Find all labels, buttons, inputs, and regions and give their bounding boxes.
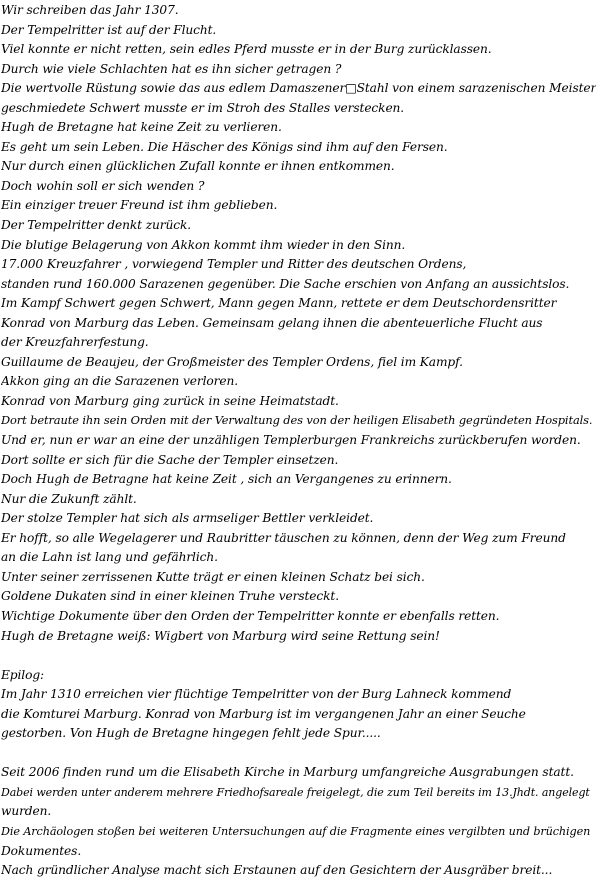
text-line: Und er, nun er war an eine der unzähligen Templerburgen Frankreichs zurückberufen worden. bbox=[1, 433, 581, 448]
text-line: gestorben. Von Hugh de Bretagne hingegen fehlt jede Spur..... bbox=[1, 726, 381, 741]
text-line: standen rund 160.000 Sarazenen gegenüber. Die Sache erschien von Anfang an aussichtslos. bbox=[1, 276, 570, 291]
text-line: an die Lahn ist lang und gefährlich. bbox=[1, 550, 218, 565]
text-line: Nur die Zukunft zählt. bbox=[1, 491, 137, 506]
text-line: Hugh de Bretagne hat keine Zeit zu verlieren. bbox=[1, 120, 282, 135]
text-line: Die wertvolle Rüstung sowie das aus edlem Damaszener□Stahl von einem sarazenischen Meister bbox=[1, 81, 596, 96]
text-line: der Kreuzfahrerfestung. bbox=[1, 335, 149, 350]
text-line: Nach gründlicher Analyse macht sich Erstaunen auf den Gesichtern der Ausgräber breit... bbox=[1, 863, 553, 878]
blank-line bbox=[1, 744, 596, 764]
text-line: wurden. bbox=[1, 804, 52, 819]
text-line: Der stolze Templer hat sich als armseliger Bettler verkleidet. bbox=[1, 511, 374, 526]
text-line: Guillaume de Beaujeu, der Großmeister des Templer Ordens, fiel im Kampf. bbox=[1, 354, 463, 369]
text-line: Wichtige Dokumente über den Orden der Tempelritter konnte er ebenfalls retten. bbox=[1, 608, 500, 623]
text-line: geschmiedete Schwert musste er im Stroh des Stalles verstecken. bbox=[1, 100, 405, 115]
text-line: Im Kampf Schwert gegen Schwert, Mann gegen Mann, rettete er dem Deutschordensritter bbox=[1, 296, 557, 311]
text-line: Es geht um sein Leben. Die Häscher des Königs sind ihm auf den Fersen. bbox=[1, 139, 448, 154]
text-line: Epilog: bbox=[1, 667, 45, 682]
text-line: Unter seiner zerrissenen Kutte trägt er einen kleinen Schatz bei sich. bbox=[1, 569, 425, 584]
text-line: Nur durch einen glücklichen Zufall konnte er ihnen entkommen. bbox=[1, 159, 395, 174]
text-line: Wir schreiben das Jahr 1307. bbox=[1, 3, 179, 17]
text-line: Doch wohin soll er sich wenden ? bbox=[1, 178, 205, 193]
text-line: Die blutige Belagerung von Akkon kommt ihm wieder in den Sinn. bbox=[1, 237, 406, 252]
text-line: Dabei werden unter anderem mehrere Friedhofsareale freigelegt, die zum Teil bereits im 13.Jhdt. angelegt bbox=[1, 785, 590, 799]
text-line: Konrad von Marburg ging zurück in seine Heimatstadt. bbox=[1, 393, 339, 408]
text-line: Dort sollte er sich für die Sache der Templer einsetzen. bbox=[1, 452, 339, 467]
text-line: Der Tempelritter ist auf der Flucht. bbox=[1, 22, 217, 37]
text-line: die Komturei Marburg. Konrad von Marburg ist im vergangenen Jahr an einer Seuche bbox=[1, 706, 526, 721]
text-line: Konrad von Marburg das Leben. Gemeinsam gelang ihnen die abenteuerliche Flucht aus bbox=[1, 315, 543, 330]
text-line: Dokumentes. bbox=[1, 843, 82, 858]
text-line: Seit 2006 finden rund um die Elisabeth Kirche in Marburg umfangreiche Ausgrabungen statt. bbox=[1, 765, 574, 780]
text-line: Ein einziger treuer Freund ist ihm geblieben. bbox=[1, 198, 278, 213]
text-line: 17.000 Kreuzfahrer , vorwiegend Templer und Ritter des deutschen Ordens, bbox=[1, 257, 467, 272]
text-line: Doch Hugh de Betragne hat keine Zeit , sich an Vergangenes zu erinnern. bbox=[1, 472, 452, 487]
text-line: Dort betraute ihn sein Orden mit der Verwaltung des von der heiligen Elisabeth gegründeten Hospitals. bbox=[1, 413, 593, 428]
text-line: Er hofft, so alle Wegelagerer und Raubritter täuschen zu können, denn der Weg zum Freund bbox=[1, 530, 566, 545]
text-line: Der Tempelritter denkt zurück. bbox=[1, 218, 192, 233]
text-line: Akkon ging an die Sarazenen verloren. bbox=[1, 374, 238, 389]
text-line: Im Jahr 1310 erreichen vier flüchtige Tempelritter von der Burg Lahneck kommend bbox=[1, 687, 512, 702]
text-line: Durch wie viele Schlachten hat es ihn sicher getragen ? bbox=[1, 61, 342, 76]
text-line: Viel konnte er nicht retten, sein edles Pferd musste er in der Burg zurücklassen. bbox=[1, 42, 492, 57]
text-line: Hugh de Bretagne weiß: Wigbert von Marburg wird seine Rettung sein! bbox=[1, 628, 440, 643]
text-line: Die Archäologen stoßen bei weiteren Untersuchungen auf die Fragmente eines vergilbten und brüchigen bbox=[1, 824, 591, 838]
blank-line bbox=[1, 646, 596, 666]
text-line: Goldene Dukaten sind in einer kleinen Truhe versteckt. bbox=[1, 589, 339, 604]
